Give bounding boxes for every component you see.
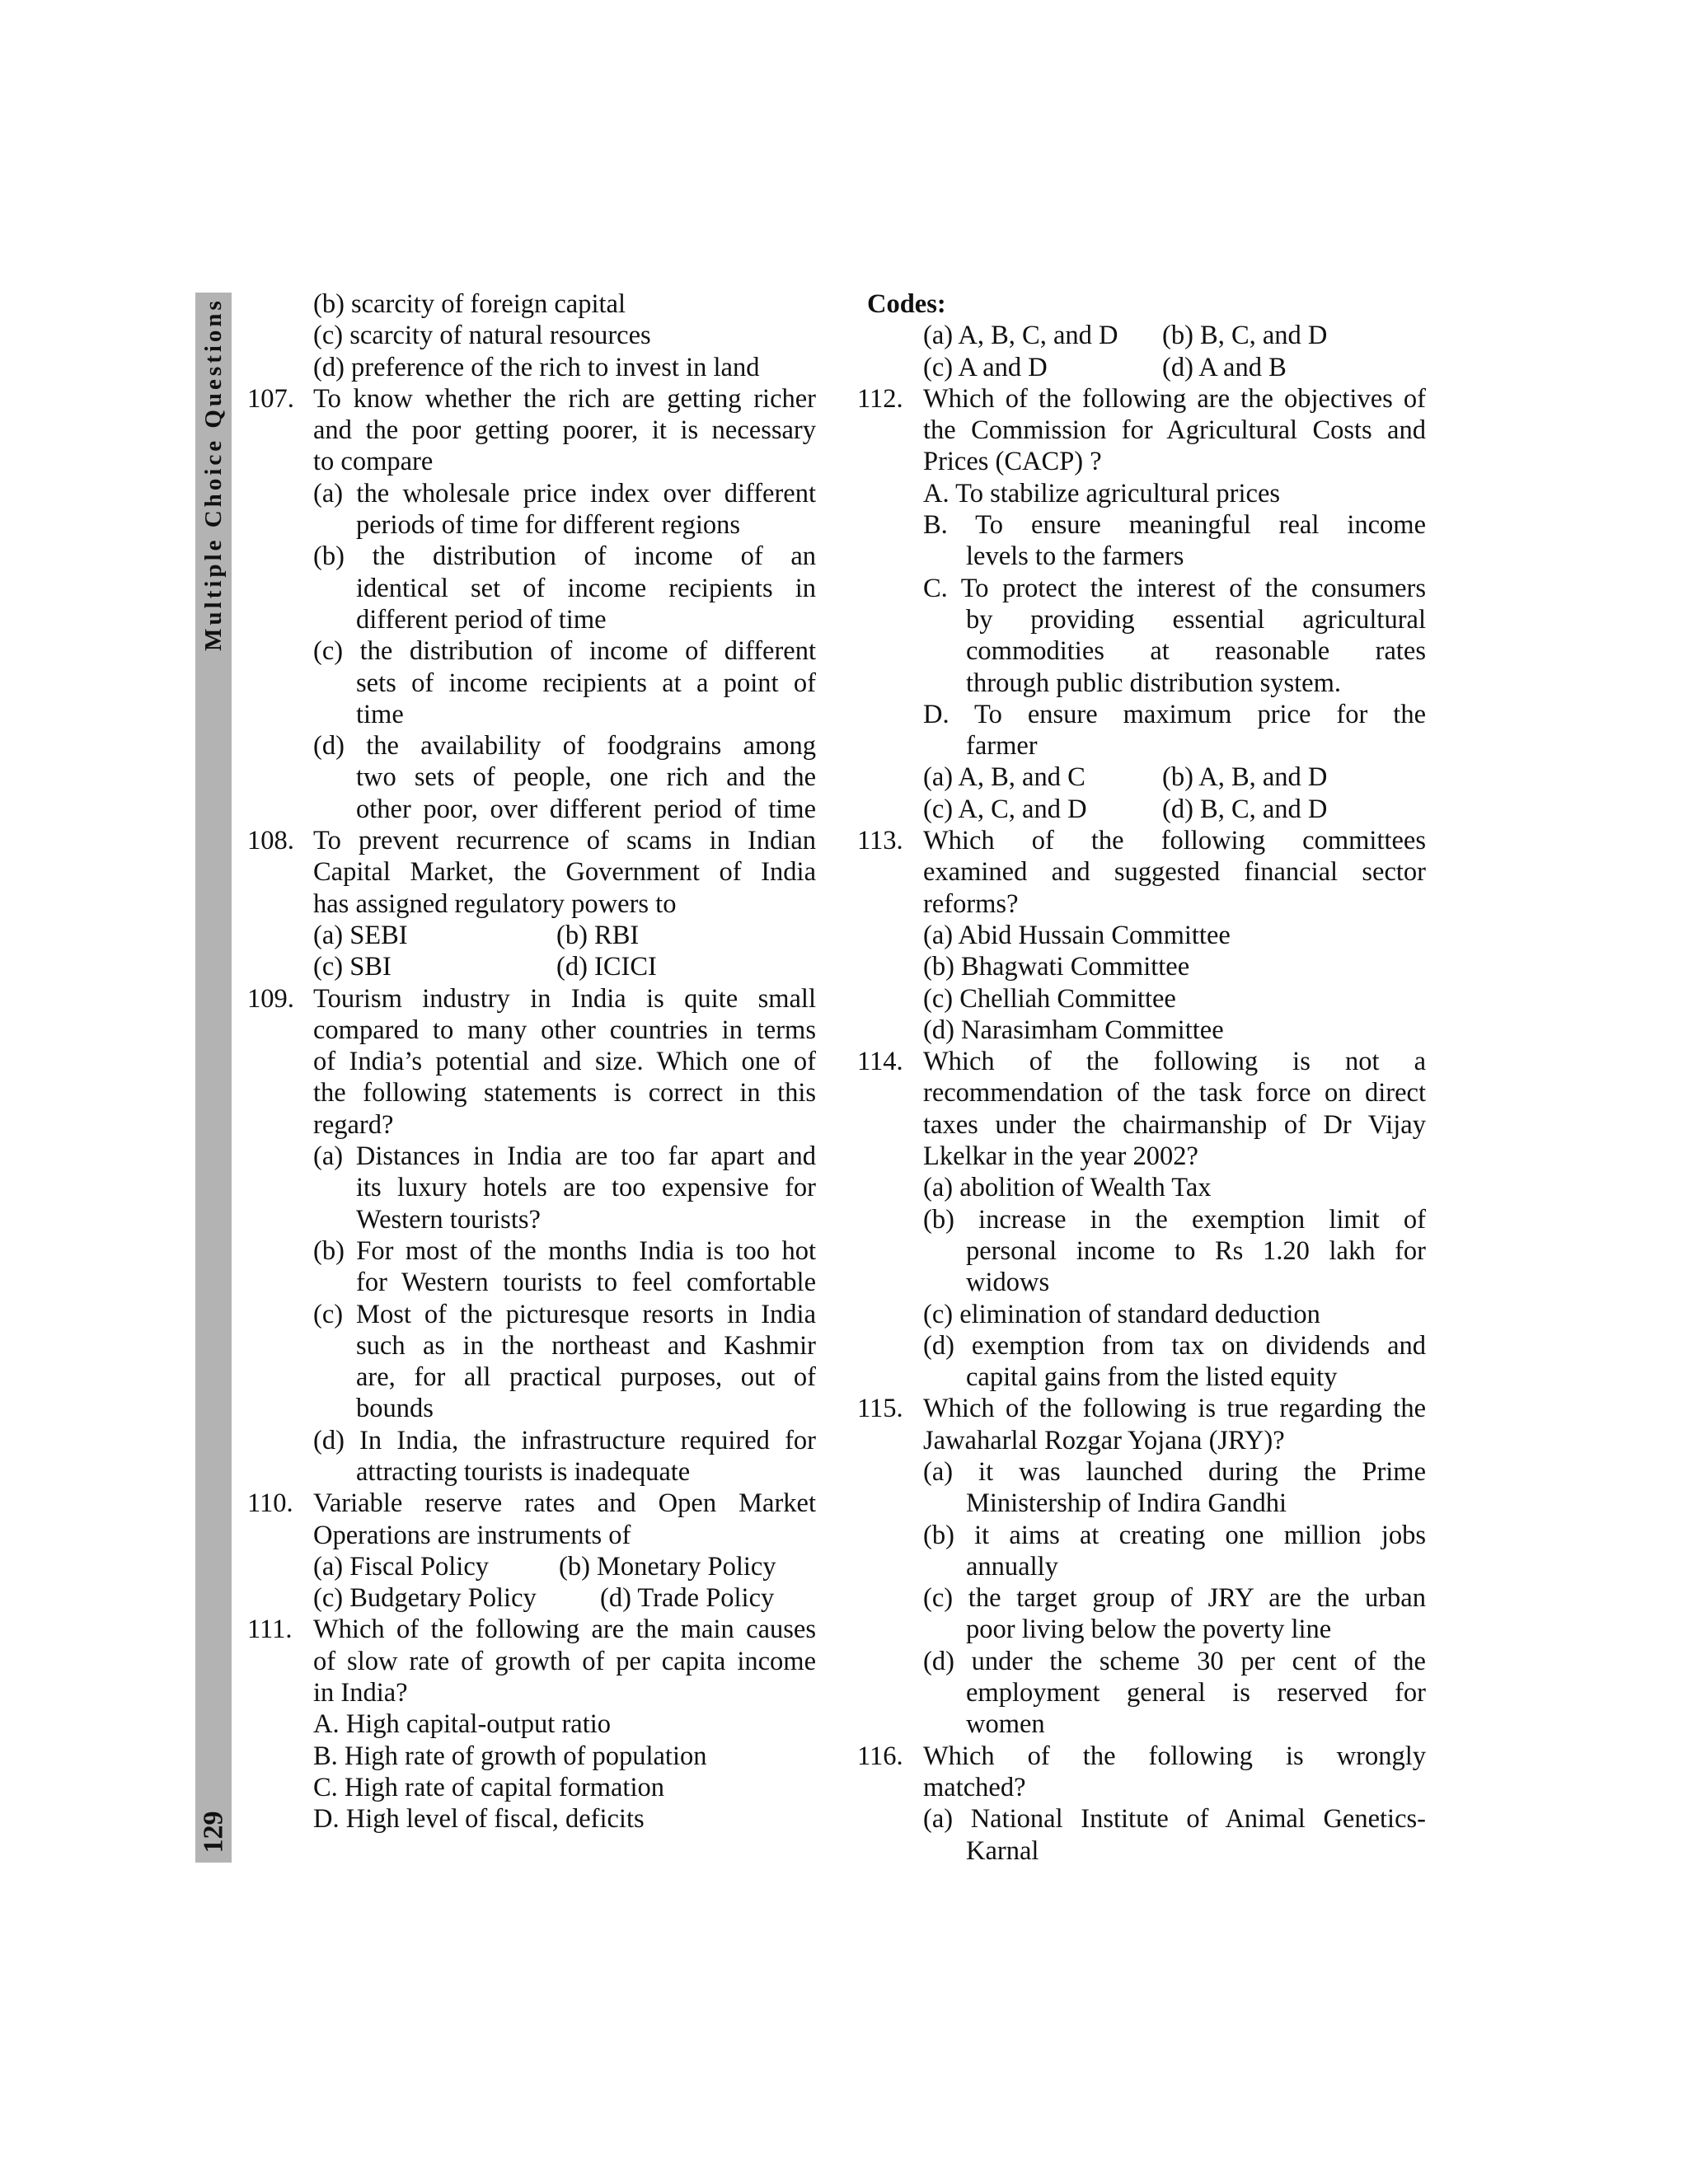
question-text: To know whether the rich are getting richer (313, 383, 816, 414)
option-text: Karnal (966, 1835, 1039, 1866)
question-108 (247, 825, 816, 982)
statement-text: C. High rate of capital formation (313, 1772, 664, 1802)
option-text: capital gains from the listed equity (966, 1362, 1338, 1393)
question-text: Tourism industry in India is quite small (313, 983, 816, 1014)
statement-text: A. To stabilize agricultural prices (923, 478, 1281, 509)
statement-text: levels to the farmers (966, 541, 1184, 572)
option-text: (b) For most of the months India is too hot (313, 1235, 816, 1266)
option-pair (247, 1551, 816, 1582)
question-number: 115. (857, 1394, 903, 1424)
option-text: for Western tourists to feel comfortable (356, 1268, 816, 1298)
option-text: Western tourists? (356, 1204, 541, 1235)
statement-text: farmer (966, 731, 1038, 762)
question-text: Which of the following is wrongly (923, 1741, 1426, 1771)
question-text: regard? (313, 1109, 394, 1140)
question-text: Variable reserve rates and Open Market (313, 1488, 816, 1519)
option-text: its luxury hotels are too expensive for (356, 1173, 816, 1203)
option-text: two sets of people, one rich and the (356, 762, 816, 793)
question-text: Operations are instruments of (313, 1520, 631, 1550)
option-text: (d) exemption from tax on dividends and (923, 1330, 1426, 1361)
question-text: compared to many other countries in terms (313, 1015, 816, 1045)
question-text: reforms? (923, 888, 1019, 919)
question-text: Prices (CACP) ? (923, 447, 1102, 477)
option-pair (247, 1582, 816, 1614)
option-text: (a) Fiscal Policy (313, 1551, 490, 1582)
option-text: (c) SBI (313, 952, 392, 982)
option-text: (b) Bhagwati Committee (923, 952, 1190, 982)
option-text: (b) Monetary Policy (559, 1551, 776, 1582)
question-text: to compare (313, 447, 434, 477)
option-text: (d) Trade Policy (600, 1583, 775, 1614)
statement-text: by providing essential agricultural (966, 604, 1426, 635)
question-number: 114. (857, 1047, 903, 1077)
question-text: in India? (313, 1678, 408, 1708)
option-text: other poor, over different period of time (356, 794, 816, 824)
option-text: (c) elimination of standard deduction (923, 1299, 1320, 1329)
option-text: (d) preference of the rich to invest in land (313, 352, 760, 382)
option-text: (b) increase in the exemption limit of (923, 1204, 1426, 1235)
option-text: (d) In India, the infrastructure required for (313, 1425, 816, 1455)
option-text: (c) Budgetary Policy (313, 1583, 537, 1614)
question-text: Which of the following are the objectives of (923, 383, 1426, 414)
option-text: (d) B, C, and D (1162, 794, 1328, 824)
option-text: (a) A, B, C, and D (923, 321, 1118, 351)
statement-text: through public distribution system. (966, 668, 1341, 698)
question-number: 109. (247, 983, 294, 1014)
option-text: (b) RBI (556, 920, 640, 950)
page-number: 129 (198, 1811, 228, 1853)
option-text: such as in the northeast and Kashmir (356, 1330, 816, 1361)
option-text: time (356, 699, 404, 729)
question-text: of slow rate of growth of per capita income (313, 1646, 816, 1676)
option-text: bounds (356, 1394, 434, 1424)
question-text: Which of the following are the main causes (313, 1615, 816, 1645)
option-text: (b) scarcity of foreign capital (313, 289, 626, 319)
option-text: attracting tourists is inadequate (356, 1456, 691, 1487)
question-number: 116. (857, 1741, 903, 1771)
statement-text: D. High level of fiscal, deficits (313, 1804, 645, 1835)
option-text: widows (966, 1268, 1050, 1298)
option-text: (d) ICICI (556, 952, 657, 982)
question-106-continued (247, 288, 816, 383)
option-text: (b) it aims at creating one million jobs (923, 1520, 1426, 1550)
option-text: (a) Distances in India are too far apart and (313, 1141, 816, 1172)
option-text: (a) Abid Hussain Committee (923, 920, 1231, 950)
option-text: (b) the distribution of income of an (313, 541, 816, 572)
option-pair (857, 352, 1426, 383)
option-text: annually (966, 1551, 1058, 1582)
question-number: 112. (857, 383, 903, 414)
question-number: 111. (247, 1615, 293, 1645)
option-pair (857, 762, 1426, 793)
question-text: Jawaharlal Rozgar Yojana (JRY)? (923, 1425, 1285, 1455)
question-text: Capital Market, the Government of India (313, 857, 816, 888)
option-text: (c) A and D (923, 352, 1048, 382)
question-text: and the poor getting poorer, it is necessary (313, 415, 816, 446)
question-text: taxes under the chairmanship of Dr Vijay (923, 1109, 1426, 1140)
question-116 (857, 1741, 1426, 1867)
question-text: the Commission for Agricultural Costs and (923, 415, 1426, 446)
option-text: (c) the distribution of income of different (313, 636, 816, 667)
option-text: women (966, 1709, 1045, 1740)
option-text: (a) it was launched during the Prime (923, 1456, 1426, 1487)
statement-text: C. To protect the interest of the consumers (923, 573, 1426, 603)
question-113 (857, 825, 1426, 1046)
question-text: To prevent recurrence of scams in Indian (313, 826, 816, 856)
question-109 (247, 983, 816, 1488)
option-text: (c) A, C, and D (923, 794, 1087, 824)
option-text: employment general is reserved for (966, 1678, 1426, 1708)
option-text: (a) SEBI (313, 920, 408, 950)
option-text: periods of time for different regions (356, 510, 740, 541)
question-number: 108. (247, 826, 294, 856)
option-text: different period of time (356, 604, 607, 635)
statement-text: D. To ensure maximum price for the (923, 699, 1426, 729)
option-text: (b) B, C, and D (1162, 321, 1328, 351)
statement-text: B. High rate of growth of population (313, 1741, 707, 1771)
statement-text: B. To ensure meaningful real income (923, 510, 1426, 541)
left-column (247, 288, 816, 1835)
question-115 (857, 1393, 1426, 1740)
question-text: has assigned regulatory powers to (313, 888, 677, 919)
option-text: Ministership of Indira Gandhi (966, 1488, 1287, 1519)
question-text: Which of the following is true regarding the (923, 1394, 1426, 1424)
question-text: matched? (923, 1772, 1026, 1802)
question-112 (857, 383, 1426, 825)
question-111 (247, 1614, 816, 1835)
option-text: (c) Most of the picturesque resorts in India (313, 1299, 816, 1329)
option-pair (857, 320, 1426, 351)
option-text: poor living below the poverty line (966, 1615, 1332, 1645)
option-text: sets of income recipients at a point of (356, 668, 816, 698)
question-111-codes (857, 288, 1426, 383)
statement-text: commodities at reasonable rates (966, 636, 1426, 667)
option-text: (c) scarcity of natural resources (313, 321, 651, 351)
question-number: 107. (247, 383, 294, 414)
option-pair (247, 920, 816, 951)
question-text: examined and suggested financial sector (923, 857, 1426, 888)
question-text: the following statements is correct in this (313, 1078, 816, 1108)
option-text: are, for all practical purposes, out of (356, 1362, 816, 1393)
option-text: (a) abolition of Wealth Tax (923, 1173, 1212, 1203)
section-title: Multiple Choice Questions (199, 297, 227, 651)
option-text: (a) National Institute of Animal Genetics- (923, 1804, 1426, 1835)
question-text: recommendation of the task force on direct (923, 1078, 1426, 1108)
option-text: (d) A and B (1162, 352, 1287, 382)
option-text: (a) A, B, and C (923, 762, 1085, 793)
option-text: (d) the availability of foodgrains among (313, 731, 816, 762)
question-number: 113. (857, 826, 903, 856)
right-column (857, 288, 1426, 1867)
option-text: personal income to Rs 1.20 lakh for (966, 1235, 1426, 1266)
question-text: Lkelkar in the year 2002? (923, 1141, 1198, 1172)
option-pair (247, 951, 816, 982)
question-107 (247, 383, 816, 825)
question-text: Which of the following committees (923, 826, 1426, 856)
question-text: Which of the following is not a (923, 1047, 1426, 1077)
option-text: (b) A, B, and D (1162, 762, 1328, 793)
question-number: 110. (247, 1488, 293, 1519)
option-text: identical set of income recipients in (356, 573, 816, 603)
option-text: (c) Chelliah Committee (923, 983, 1176, 1014)
question-114 (857, 1046, 1426, 1393)
statement-text: A. High capital-output ratio (313, 1709, 612, 1740)
question-110 (247, 1488, 816, 1614)
option-pair (857, 794, 1426, 825)
option-text: (c) the target group of JRY are the urban (923, 1583, 1426, 1614)
option-text: (d) under the scheme 30 per cent of the (923, 1646, 1426, 1676)
question-text: of India’s potential and size. Which one of (313, 1047, 816, 1077)
option-text: (a) the wholesale price index over different (313, 478, 816, 509)
codes-label: Codes: (867, 289, 946, 319)
option-text: (d) Narasimham Committee (923, 1015, 1224, 1045)
